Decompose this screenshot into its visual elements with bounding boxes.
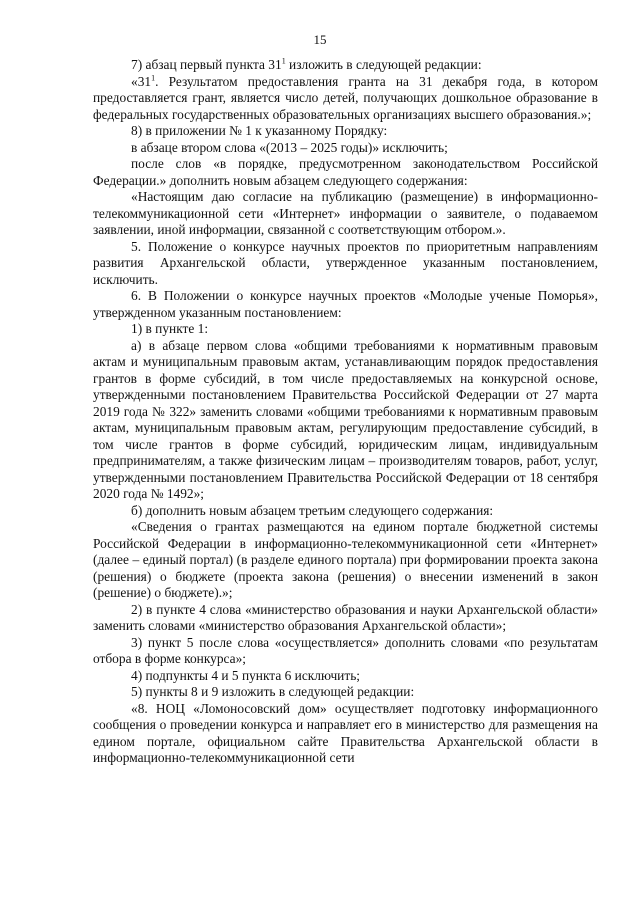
paragraph-quote-31-1 bbox=[93, 74, 598, 124]
paragraph-after-words: после слов «в порядке, предусмотренном законодательством Российской Федерации.» дополнить новым абзацем следующего содержания: bbox=[93, 156, 598, 188]
paragraph-amend-7 bbox=[93, 57, 598, 74]
paragraph-sub-3: 3) пункт 5 после слова «осуществляется» дополнить словами «по результатам отбора в форме конкурса»; bbox=[93, 634, 598, 666]
paragraph-text: . Результатом предоставления гранта на 31 декабря года, в котором предоставляется грант, является число детей, получающих дошкольное образование в федеральных государственных образовательных организациях высшего образования.»; bbox=[93, 73, 598, 122]
paragraph-consent-quote: «Настоящим даю согласие на публикацию (размещение) в информационно-телекоммуникационной сети «Интернет» информации о заявителе, о подаваемом заявлении, иной информации, связанной с соответствующим отбором.». bbox=[93, 189, 598, 237]
superscript: 1 bbox=[151, 73, 156, 83]
paragraph-noc-quote: «8. НОЦ «Ломоносовский дом» осуществляет подготовку информационного сообщения о проведении конкурса и направляет его в министерство для размещения на едином портале, официальном сайте Правительства Архангельской области в информационно-телекоммуникационной сети bbox=[93, 700, 598, 765]
paragraph-item-6: 6. В Положении о конкурсе научных проектов «Молодые ученые Поморья», утвержденном указанным постановлением: bbox=[93, 288, 598, 320]
paragraph-sub-b: б) дополнить новым абзацем третьим следующего содержания: bbox=[131, 502, 494, 518]
paragraph-grants-quote: «Сведения о грантах размещаются на едином портале бюджетной системы Российской Федерации в информационно-телекоммуникационной сети «Интернет» (далее – единый портал) (в разделе единого портала) при формировании проекта закона (решения) о бюджете (проекта закона (решения) о внесении изменений в закон (решение) о бюджете).»; bbox=[93, 519, 598, 600]
paragraph-amend-8: 8) в приложении № 1 к указанному Порядку: bbox=[131, 123, 388, 138]
document-body bbox=[93, 57, 598, 767]
superscript: 1 bbox=[281, 56, 286, 66]
paragraph-sub-5: 5) пункты 8 и 9 изложить в следующей редакции: bbox=[131, 684, 415, 699]
paragraph-sub-2: 2) в пункте 4 слова «министерство образования и науки Архангельской области» заменить словами «министерство образования Архангельской области»; bbox=[93, 601, 598, 633]
paragraph-second-abzac: в абзаце втором слова «(2013 – 2025 годы)» исключить; bbox=[131, 139, 448, 155]
page-number: 15 bbox=[313, 32, 327, 47]
paragraph-item-5: 5. Положение о конкурсе научных проектов по приоритетным направлениям развития Архангельской области, утвержденное указанным постановлением, исключить. bbox=[93, 238, 598, 287]
paragraph-sub-4: 4) подпункты 4 и 5 пункта 6 исключить; bbox=[131, 667, 361, 683]
paragraph-sub-a: а) в абзаце первом слова «общими требованиями к нормативным правовым актам и муниципальным правовым актам, устанавливающим порядок предоставления грантов в форме субсидий, в том числе предоставляемых на конкурсной основе, утвержденными постановлением Правительства Российской Федерации от 27 марта 2019 года № 322» заменить словами «общими требованиями к нормативным правовым актам, муниципальным правовым актам, регулирующим предоставление субсидий, в том числе грантов в форме субсидий, юридическим лицам, индивидуальным предпринимателям, а также физическим лицам – производителям товаров, работ, услуг, утвержденными постановлением Правительства Российской Федерации от 18 сентября 2020 года № 1492»; bbox=[93, 337, 598, 501]
paragraph-text: изложить в следующей редакции: bbox=[285, 57, 482, 72]
paragraph-text: 7) абзац первый пункта 31 bbox=[131, 57, 282, 72]
paragraph-text: «31 bbox=[131, 73, 152, 89]
paragraph-sub-1: 1) в пункте 1: bbox=[131, 321, 209, 336]
